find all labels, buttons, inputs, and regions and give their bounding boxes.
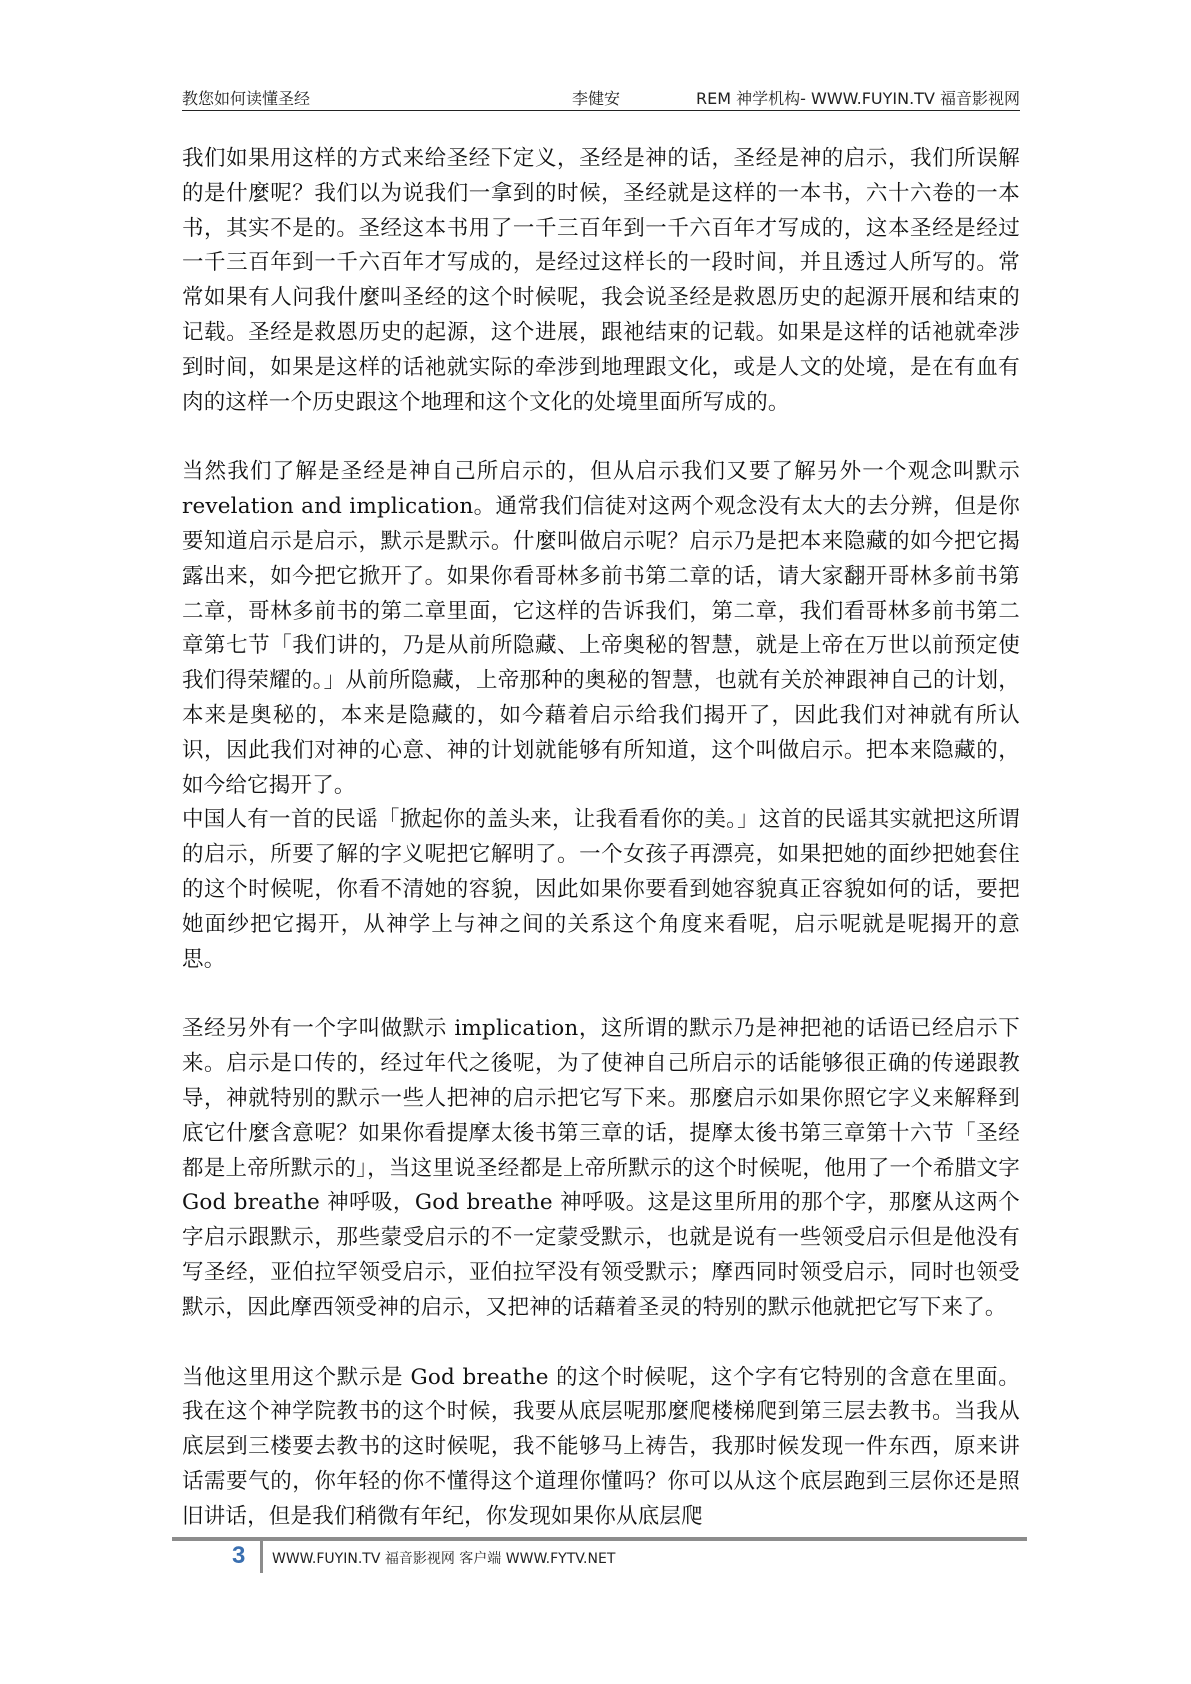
page-number: 3: [232, 1542, 246, 1569]
header-divider: [182, 110, 1020, 111]
page-header: [182, 84, 1020, 112]
header-author: 李健安: [572, 89, 621, 108]
paragraph-gap: [182, 1326, 1020, 1361]
paragraph: 圣经另外有一个字叫做默示 implication，这所谓的默示乃是神把祂的话语已经启示下来。启示是口传的，经过年代之後呢，为了使神自己所启示的话能够很正确的传递跟教导，神就特别的默示一些人把神的启示把它写下来。那麼启示如果你照它字义来解释到底它什麼含意呢？如果你看提摩太後书第三章的话，提摩太後书第三章第十六节「圣经都是上帝所默示的」，当这里说圣经都是上帝所默示的这个时候呢，他用了一个希腊文字 God breathe 神呼吸，God breathe 神呼吸。这是这里所用的那个字，那麼从这两个字启示跟默示，那些蒙受启示的不一定蒙受默示，也就是说有一些领受启示但是他没有写圣经，亚伯拉罕领受启示，亚伯拉罕没有领受默示；摩西同时领受启示，同时也领受默示，因此摩西领受神的启示，又把神的话藉着圣灵的特别的默示他就把它写下来了。: [182, 1016, 1020, 1320]
footer-separator: [260, 1541, 263, 1573]
paragraph-gap: [182, 977, 1020, 1012]
main-text: [182, 142, 1020, 1534]
header-book-title: 教您如何读懂圣经: [182, 89, 311, 108]
paragraph: 当然我们了解是圣经是神自己所启示的，但从启示我们又要了解另外一个观念叫默示 revelation and implication。通常我们信徒对这两个观念没有太大的去分辨，但是你要知道启示是启示，默示是默示。什麼叫做启示呢？启示乃是把本来隐藏的如今把它揭露出来，如今把它掀开了。如果你看哥林多前书第二章的话，请大家翻开哥林多前书第二章，哥林多前书的第二章里面，它这样的告诉我们，第二章，我们看哥林多前书第二章第七节「我们讲的，乃是从前所隐藏、上帝奥秘的智慧，就是上帝在万世以前预定使我们得荣耀的。」从前所隐藏，上帝那种的奥秘的智慧，也就有关於神跟神自己的计划，本来是奥秘的，本来是隐藏的，如今藉着启示给我们揭开了，因此我们对神就有所认识，因此我们对神的心意、神的计划就能够有所知道，这个叫做启示。把本来隐藏的，如今给它揭开了。: [182, 459, 1020, 798]
footer-site-info: WWW.FUYIN.TV 福音影视网 客户端 WWW.FYTV.NET: [272, 1551, 616, 1567]
paragraph: 中国人有一首的民谣「掀起你的盖头来，让我看看你的美。」这首的民谣其实就把这所谓的启示，所要了解的字义呢把它解明了。一个女孩子再漂亮，如果把她的面纱把她套住的这个时候呢，你看不清她的容貌，因此如果你要看到她容貌真正容貌如何的话，要把她面纱把它揭开，从神学上与神之间的关系这个角度来看呢，启示呢就是呢揭开的意思。: [182, 807, 1020, 972]
paragraph: 当他这里用这个默示是 God breathe 的这个时候呢，这个字有它特别的含意在里面。我在这个神学院教书的这个时候，我要从底层呢那麼爬楼梯爬到第三层去教书。当我从底层到三楼要去教书的这时候呢，我不能够马上祷告，我那时候发现一件东西，原来讲话需要气的，你年轻的你不懂得这个道理你懂吗？你可以从这个底层跑到三层你还是照旧讲话，但是我们稍微有年纪，你发现如果你从底层爬: [182, 1364, 1020, 1529]
paragraph: 我们如果用这样的方式来给圣经下定义，圣经是神的话，圣经是神的启示，我们所误解的是什麼呢？我们以为说我们一拿到的时候，圣经就是这样的一本书，六十六卷的一本书，其实不是的。圣经这本书用了一千三百年到一千六百年才写成的，这本圣经是经过一千三百年到一千六百年才写成的，是经过这样长的一段时间，并且透过人所写的。常常如果有人问我什麼叫圣经的这个时候呢，我会说圣经是救恩历史的起源开展和结束的记载。圣经是救恩历史的起源，这个进展，跟祂结束的记载。如果是这样的话祂就牵涉到时间，如果是这样的话祂就实际的牵涉到地理跟文化，或是人文的处境，是在有血有肉的这样一个历史跟这个地理和这个文化的处境里面所写成的。: [182, 146, 1020, 415]
paragraph-gap: [182, 420, 1020, 455]
footer-divider: [172, 1537, 1027, 1541]
header-publisher: REM 神学机构- WWW.FUYIN.TV 福音影视网: [696, 89, 1020, 108]
